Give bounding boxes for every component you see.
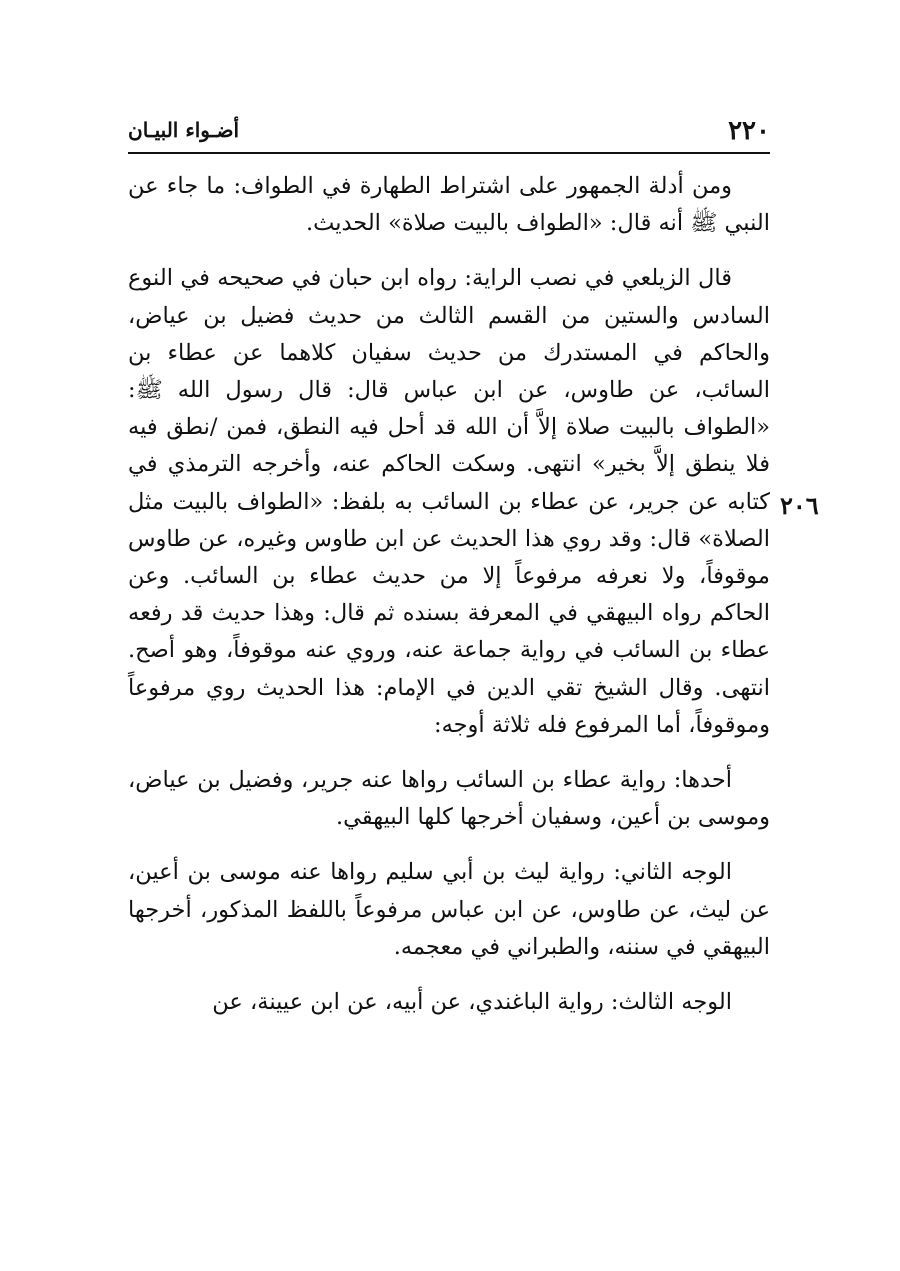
- paragraph: أحدها: رواية عطاء بن السائب رواها عنه جرير، وفضيل بن عياض، وموسى بن أعين، وسفيان أخرجها كلها البيهقي.: [128, 767, 770, 831]
- page-number: ٢٢٠: [728, 116, 770, 146]
- paragraph: ومن أدلة الجمهور على اشتراط الطهارة في الطواف: ما جاء عن النبي ﷺ أنه قال: «الطواف بالبيت صلاة» الحديث.: [128, 173, 770, 237]
- page-body: [128, 168, 770, 1021]
- paragraph: الوجه الثاني: رواية ليث بن أبي سليم رواها عنه موسى بن أعين، عن ليث، عن طاوس، عن ابن عباس مرفوعاً باللفظ المذكور، أخرجها البيهقي في سننه، والطبراني في معجمه.: [128, 859, 770, 960]
- header-divider: [128, 152, 770, 154]
- page-header: [128, 112, 770, 148]
- book-title: أضـواء البيـان: [128, 118, 240, 142]
- paragraph: الوجه الثالث: رواية الباغندي، عن أبيه، عن ابن عيينة، عن: [212, 989, 732, 1016]
- paragraph: قال الزيلعي في نصب الراية: رواه ابن حبان في صحيحه في النوع السادس والستين من القسم الثالث من حديث فضيل بن عياض، والحاكم في المستدرك من حديث سفيان كلاهما عن عطاء بن السائب، عن طاوس، عن ابن عباس قال: قال رسول الله ﷺ: «الطواف بالبيت صلاة إلاَّ أن الله قد أحل فيه النطق، فمن /نطق فيه فلا ينطق إلاَّ بخير» انتهى. وسكت الحاكم عنه، وأخرجه الترمذي في كتابه عن جرير، عن عطاء بن السائب به بلفظ: «الطواف بالبيت مثل الصلاة» قال: وقد روي هذا الحديث عن ابن طاوس وغيره، عن طاوس موقوفاً، ولا نعرفه مرفوعاً إلا من حديث عطاء بن السائب. وعن الحاكم رواه البيهقي في المعرفة بسنده ثم قال: وهذا حديث قد رفعه عطاء بن السائب في رواية جماعة عنه، وروي عنه موقوفاً، وهو أصح. انتهى. وقال الشيخ تقي الدين في الإمام: هذا الحديث روي مرفوعاً وموقوفاً، أما المرفوع فله ثلاثة أوجه:: [128, 265, 770, 738]
- margin-page-reference: ٢٠٦: [780, 491, 819, 520]
